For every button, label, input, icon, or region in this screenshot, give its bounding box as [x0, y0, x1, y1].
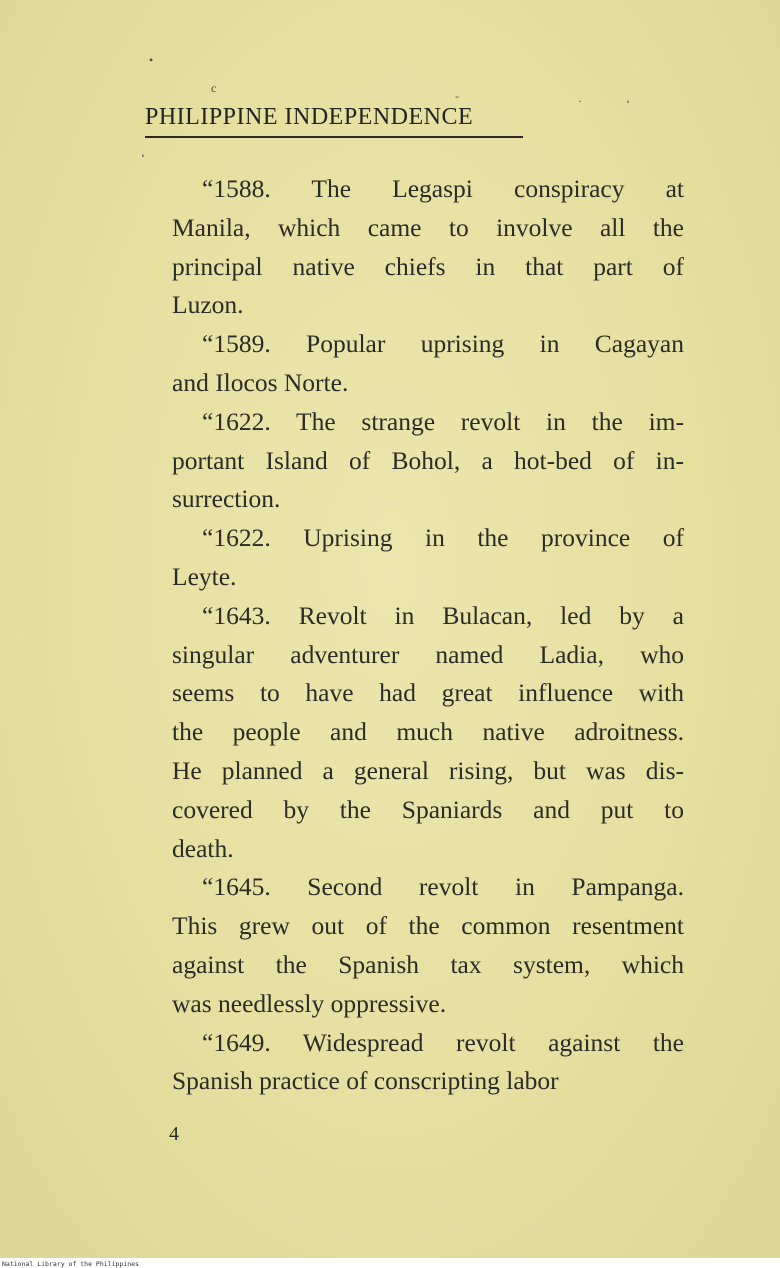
paragraph — [172, 519, 684, 597]
paragraph — [172, 325, 684, 403]
print-speck: c — [211, 81, 217, 95]
body-text — [172, 170, 684, 1101]
print-speck: - — [455, 89, 459, 103]
text-line: “1649. Widespread revolt against the — [202, 1027, 684, 1057]
text-line: Leyte. — [172, 561, 237, 591]
print-speck: · — [578, 94, 582, 108]
paragraph — [172, 403, 684, 519]
paragraph — [172, 868, 684, 1023]
text-line: against the Spanish tax system, which — [172, 949, 684, 979]
paragraph — [172, 170, 684, 325]
text-line: He planned a general rising, but was dis- — [172, 755, 684, 785]
running-head: PHILIPPINE INDEPENDENCE — [145, 104, 474, 130]
text-line: “1589. Popular uprising in Cagayan — [202, 329, 684, 359]
running-head-rule — [145, 136, 523, 138]
print-speck: ‘ — [141, 151, 145, 165]
text-line: singular adventurer named Ladia, who — [172, 639, 684, 669]
print-speck: ‘ — [626, 97, 630, 111]
print-speck: • — [149, 53, 154, 67]
page-number: 4 — [169, 1123, 179, 1145]
text-line: “1643. Revolt in Bulacan, led by a — [202, 600, 684, 630]
text-line: portant Island of Bohol, a hot-bed of in- — [172, 445, 684, 475]
text-line: surrection. — [172, 484, 281, 514]
text-line: covered by the Spaniards and put to — [172, 794, 684, 824]
text-line: “1645. Second revolt in Pampanga. — [202, 872, 684, 902]
text-line: was needlessly oppressive. — [172, 988, 447, 1018]
text-line: seems to have had great influence with — [172, 678, 684, 708]
text-line: “1622. The strange revolt in the im- — [202, 406, 684, 436]
paragraph — [172, 597, 684, 869]
text-line: Luzon. — [172, 290, 244, 320]
text-line: the people and much native adroitness. — [172, 717, 684, 747]
text-line: death. — [172, 833, 234, 863]
text-line: and Ilocos Norte. — [172, 367, 349, 397]
text-line: This grew out of the common resentment — [172, 911, 684, 941]
text-line: “1622. Uprising in the province of — [202, 523, 684, 553]
text-line: Spanish practice of conscripting labor — [172, 1066, 559, 1096]
library-credit: National Library of the Philippines — [2, 1260, 139, 1268]
paragraph — [172, 1024, 684, 1102]
text-line: Manila, which came to involve all the — [172, 212, 684, 242]
text-line: principal native chiefs in that part of — [172, 251, 684, 281]
text-line: “1588. The Legaspi conspiracy at — [202, 174, 684, 203]
